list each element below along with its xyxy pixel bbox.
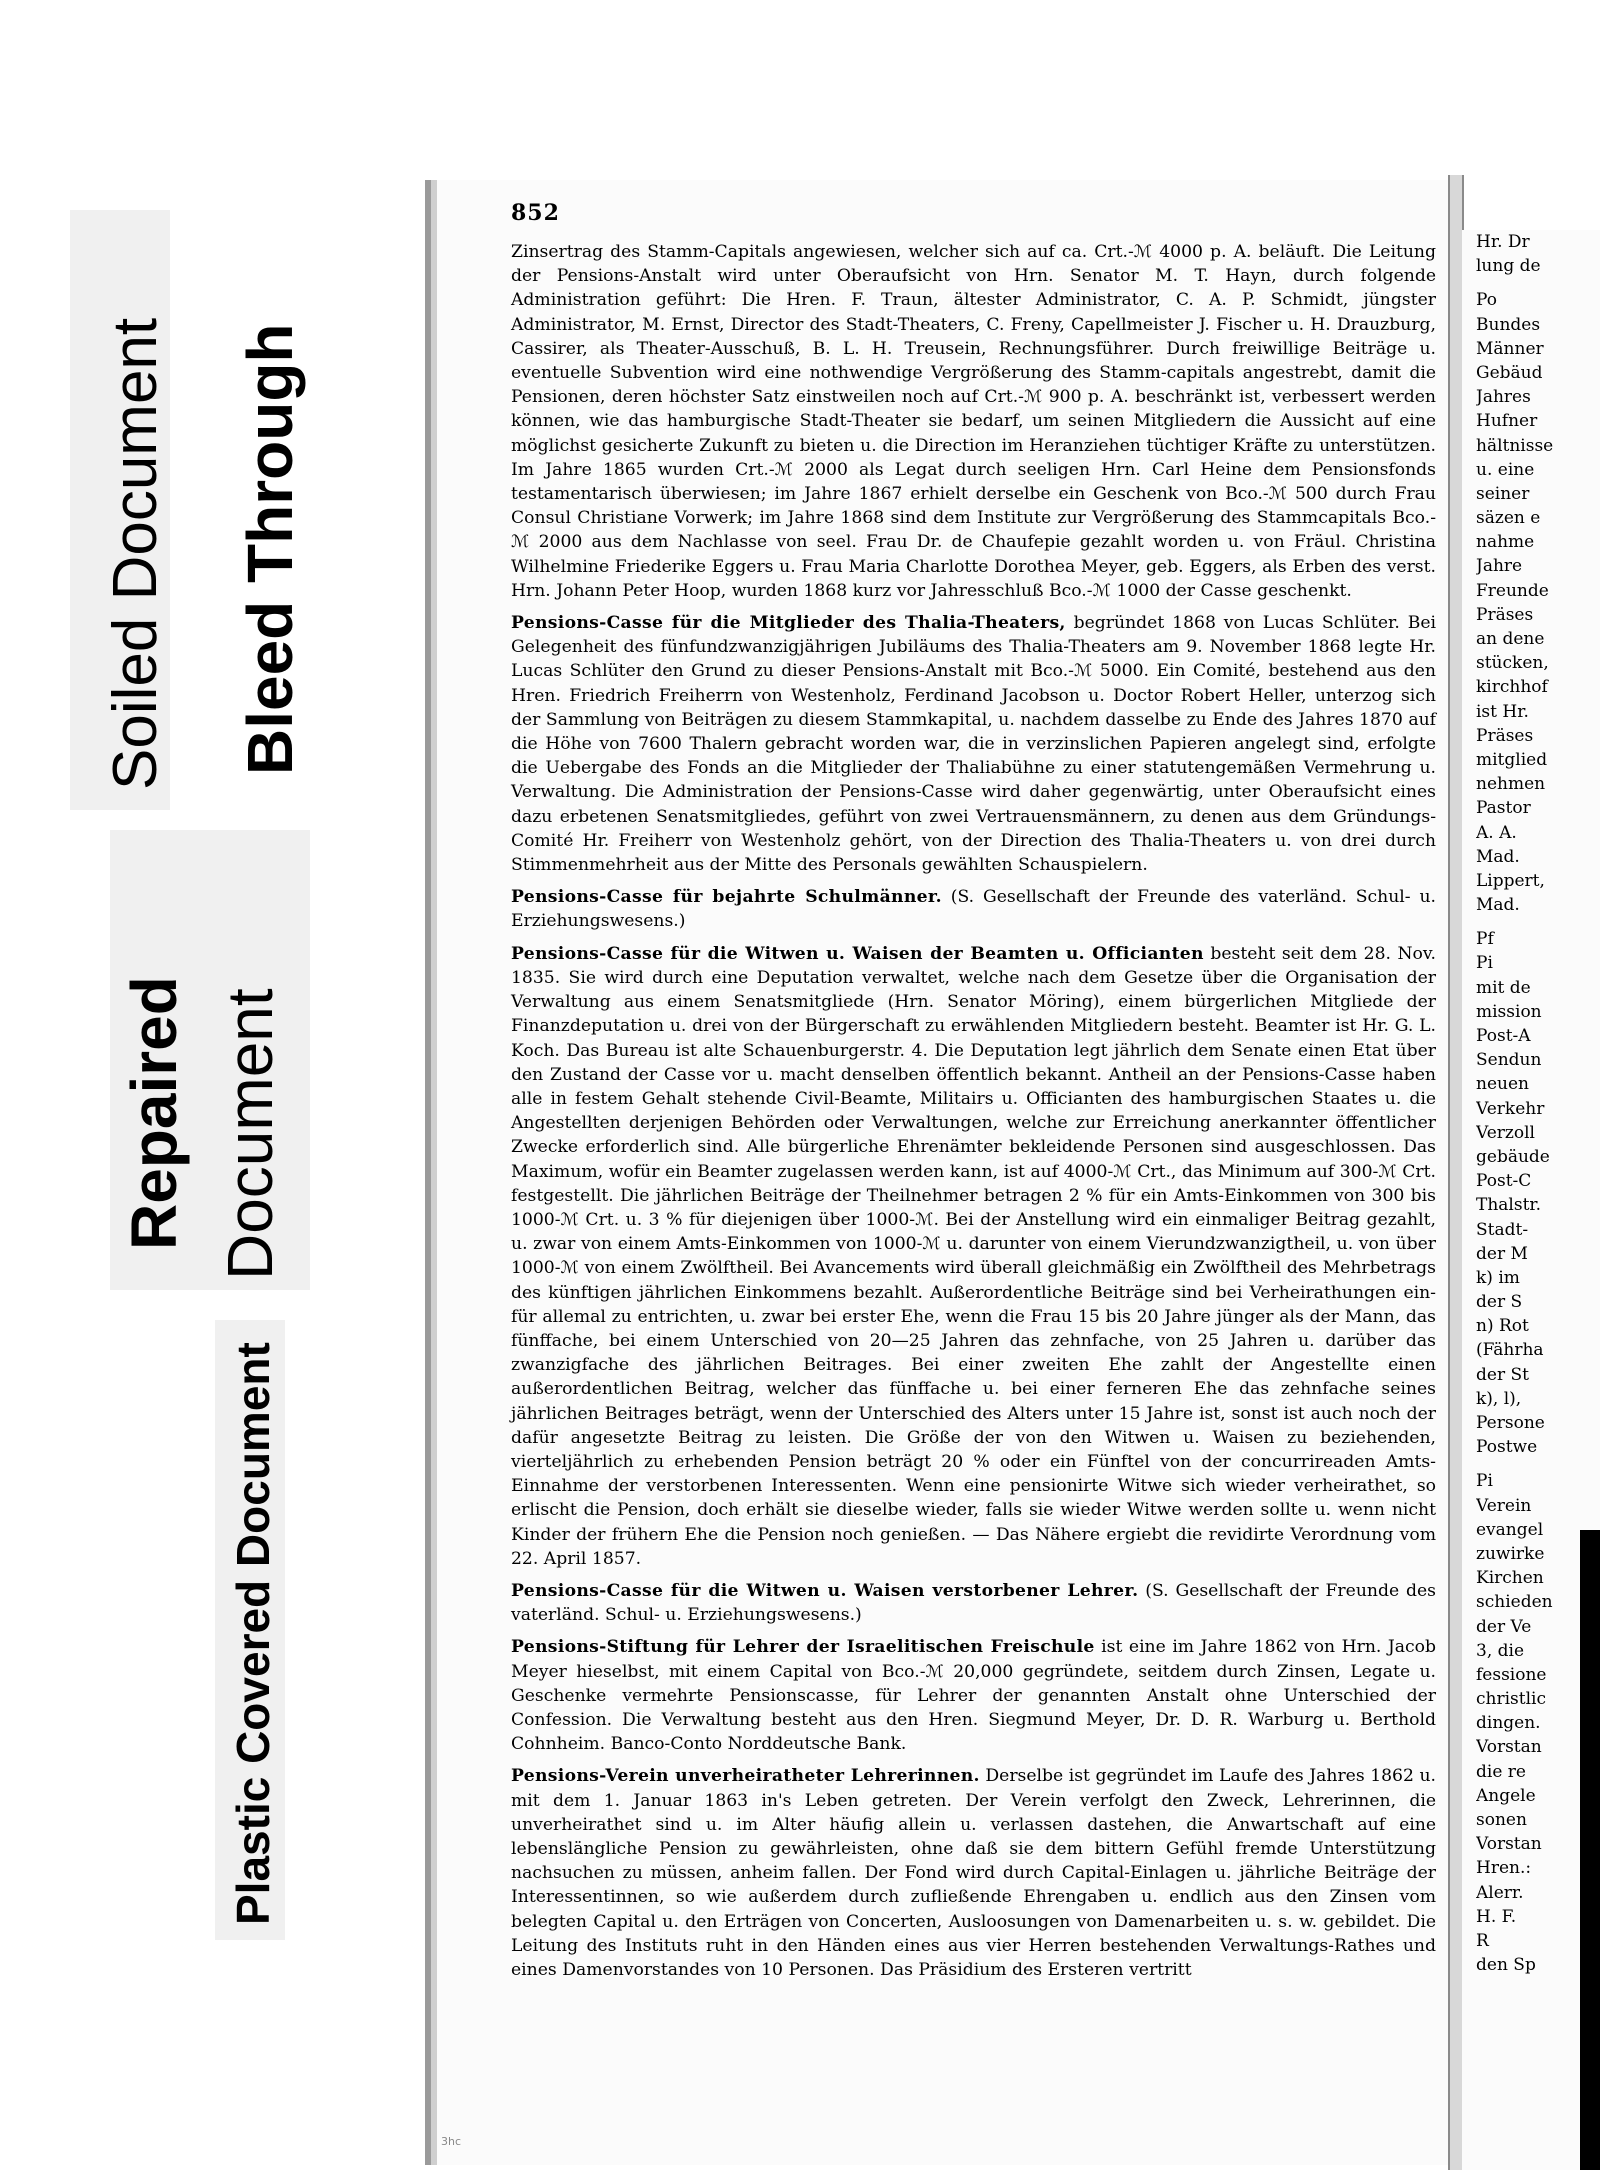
right-page-line: Pf xyxy=(1476,929,1494,950)
right-page-line: Pi xyxy=(1476,1471,1493,1492)
label-strip xyxy=(0,0,380,2177)
paragraph-heading: Pensions-Casse für die Witwen u. Waisen der Beamten u. Officianten xyxy=(511,943,1204,964)
repaired-label-line1: Repaired xyxy=(118,976,190,1250)
right-page-line: an dene xyxy=(1476,629,1545,649)
right-page-line: zuwirke xyxy=(1476,1543,1545,1564)
right-page-line: Verein xyxy=(1476,1495,1532,1516)
right-page-line: säzen e xyxy=(1476,508,1541,529)
right-page-line: k) im xyxy=(1476,1267,1520,1288)
right-page-line: Hufner xyxy=(1476,411,1538,432)
right-page-line: Männer xyxy=(1476,338,1544,359)
right-page-line: lung de xyxy=(1476,256,1541,277)
bleed-through-label: Bleed Through xyxy=(234,323,306,775)
right-page-line: Vorstan xyxy=(1476,1834,1542,1855)
right-page-line: ist Hr. xyxy=(1476,701,1529,722)
right-page-line: u. eine xyxy=(1476,459,1535,480)
right-page-line: (Fährha xyxy=(1476,1340,1544,1361)
right-page-line: Freunde xyxy=(1476,580,1549,601)
right-page-line: Gebäud xyxy=(1476,362,1543,383)
right-page-line: schieden xyxy=(1476,1592,1553,1613)
right-page-line: Präses xyxy=(1476,725,1534,746)
right-page-line xyxy=(1476,278,1600,288)
paragraph-heading: Pensions-Verein unverheiratheter Lehrerinnen. xyxy=(511,1766,980,1787)
right-page-line: Lippert, xyxy=(1476,870,1545,891)
right-page-line: der St xyxy=(1476,1364,1529,1385)
footer-mark: 3hc xyxy=(441,2135,462,2148)
right-page-line: Thalstr. xyxy=(1476,1195,1542,1216)
paragraph-text: (S. Gesellschaft der Freunde des vaterländ. Schul- u. Erziehungswesens.) xyxy=(511,1580,1436,1626)
right-page-line: Jahres xyxy=(1476,387,1531,408)
right-page-line: H. F. xyxy=(1476,1906,1517,1927)
plastic-covered-label: Plastic Covered Document xyxy=(227,1342,279,1925)
right-page-line: hältnisse xyxy=(1476,435,1554,456)
paragraph-text: (S. Gesellschaft der Freunde des vaterländ. Schul- u. Erziehungswesens.) xyxy=(511,887,1437,932)
right-page-line: evangel xyxy=(1476,1519,1544,1540)
right-page-line: mission xyxy=(1476,1001,1542,1022)
paragraph-text: besteht seit dem 28. Nov. 1835. Sie wird durch eine Deputation verwaltet, welche nach dem Gesetze über die Organisation der Verwaltung aus einem Senatsmitgliede (Hrn. Senator Möring), einem bürgerlichen Mitgliede der Finanzdeputation u. drei von der Bürgerschaft zu erwählenden Mitgliedern besteht. Beamter ist Hr. G. L. Koch. Das Bureau ist alte Schauenburgerstr. 4. Die Deputation legt jährlich dem Senate einen Etat über den Zustand der Casse vor u. macht denselben öffentlich bekannt. Antheil an der Pensions-Casse haben alle in festem Gehalt stehende Civil-Beamte, Militairs u. Officianten des hamburgischen Staates u. die Angestellten derjenigen Behörden oder Verwaltungen, welche zur Erreichung anerkannter öffentlicher Zwecke erforderlich sind. Alle bürgerliche Ehrenämter bekleidende Personen sind ausgeschlossen. Das Maximum, wofür ein Beamter zugelassen werden kann, ist auf 4000-ℳ Crt., das Minimum auf 300-ℳ Crt. festgestellt. Die jährlichen Beiträge der Theilnehmer betragen 2 % für ein Amts-Einkommen von 300 bis 1000-ℳ Crt. u. 3 % für diejenigen über 1000-ℳ. Bei der Anstellung wird ein einmaliger Beitrag gezahlt, u. zwar von einem Amts-Einkommen von 1000-ℳ u. darunter von einem Vierundzwanzigtheil, u. von über 1000-ℳ von einem Zwölftheil. Bei Avancements wird überall gleichmäßig ein Zwölftheil des Mehrbetrags des künftigen jährlichen Einkommens bezahlt. Außerordentliche Beiträge sind bei Verheirathungen ein- für allemal zu entrichten, u. zwar bei erster Ehe, wenn die Frau 15 bis 20 Jahre jünger als der Mann, das fünffache, bei einem Unterschied von 20—25 Jahren das zehnfache, von 25 Jahren u. darüber das zwanzigfache des jährlichen Beitrages. Bei einer zweiten Ehe zahlt der Angestellte einen außerordentlichen Beitrag, welcher das fünffache u. bei einer ferneren Ehe das zehnfache seines jährlichen Beitrages beträgt, wenn der Unterschied des Alters unter 15 Jahre ist, sonst ist auch noch der dafür angesetzte Beitrag zu leisten. Die Größe der von den Witwen u. Waisen zu beziehenden, vierteljährlich zu erhebenden Pension beträgt 20 % oder ein Fünftel von der concurrireaden Amts-Einnahme der verstorbenen Interessenten. Wenn eine pensionirte Witwe sich wieder verheirathet, so erlischt die Pension, doch erhält sie dieselbe wieder, falls sie wieder Witwe werden sollte u. wenn nicht Kinder der frühern Ehe die Pension noch genießen. — Das Nähere ergiebt die revidirte Verordnung vom 22. April 1857. xyxy=(511,943,1436,1569)
right-page-line: 3, die xyxy=(1476,1640,1525,1661)
right-page-line: stücken, xyxy=(1476,653,1549,674)
paragraph-heading: Pensions-Stiftung für Lehrer der Israelitischen Freischule xyxy=(511,1637,1095,1658)
soiled-document-label: Soiled Document xyxy=(101,317,170,790)
right-page-line: Bundes xyxy=(1476,314,1541,335)
right-page-line: christlic xyxy=(1476,1689,1546,1710)
right-page-line: den Sp xyxy=(1476,1955,1536,1976)
paragraph-schulmaenner-pension xyxy=(511,885,1436,933)
paragraph-text: begründet 1868 von Lucas Schlüter. Bei Gelegenheit des fünfundzwanzigjährigen Jubiläums des Thalia-Theaters am 9. November 1868 legte Hr. Lucas Schlüter den Grund zu dieser Pensions-Anstalt mit Bco.-ℳ 5000. Ein Comité, bestehend aus den Hren. Friedrich Freiherrn von Westenholz, Ferdinand Jacobson u. Doctor Robert Heller, unterzog sich der Sammlung von Beiträgen zu diesem Stammkapital, u. nachdem dasselbe zu Ende des Jahres 1870 auf die Höhe von 7600 Thalern gebracht worden war, die in verzinslichen Papieren angelegt sind, erfolgte die Uebergabe des Fonds an die Mitglieder der Thaliabühne zu einer statutengemäßen Vermehrung u. Verwaltung. Die Administration der Pensions-Casse wird daher gegenwärtig, unter Oberaufsicht eines dazu erbetenen Senatsmitgliedes, geführt von zwei Vertrauensmännern, zu denen aus dem Gründungs-Comité Hr. Freiherr von Westenholz gehört, von der Direction des Thalia-Theaters u. von drei durch Stimmenmehrheit aus der Mitte des Personals gewählten Schauspielern. xyxy=(511,613,1436,876)
right-page-line: Post-A xyxy=(1476,1026,1531,1046)
right-page-line: Pastor xyxy=(1476,798,1531,819)
right-page-line: der M xyxy=(1476,1243,1528,1264)
repaired-label-line2: Document xyxy=(214,988,286,1280)
paragraph-text: ist eine im Jahre 1862 von Hrn. Jacob Meyer hieselbst, mit einem Capital von Bco.-ℳ 20,000 gegründete, seitdem durch Zinsen, Legate u. Geschenke vermehrte Pensionscasse, für Lehrer der genannten Anstalt ohne Unterschied der Confession. Die Verwaltung besteht aus den Hren. Siegmund Meyer, Dr. D. R. Warburg u. Berthold Cohnheim. Banco-Conto Norddeutsche Bank. xyxy=(511,1637,1436,1755)
right-page-line: Mad. xyxy=(1476,846,1520,867)
right-page-line: Angele xyxy=(1476,1785,1536,1806)
right-page-line: Pi xyxy=(1476,953,1493,974)
right-page-line: mitglied xyxy=(1476,749,1548,770)
paragraph-heading: Pensions-Casse für die Mitglieder des Thalia-Theaters, xyxy=(511,613,1066,634)
right-page-line: die re xyxy=(1476,1761,1526,1782)
page-number: 852 xyxy=(511,200,560,226)
right-page-line: Persone xyxy=(1476,1413,1545,1433)
right-page-line: Präses xyxy=(1476,604,1534,625)
right-page-line: Post-C xyxy=(1476,1171,1532,1192)
scanned-spread xyxy=(385,170,1600,2170)
right-page-line: Mad. xyxy=(1476,895,1520,916)
paragraph-israelitische-freischule xyxy=(511,1635,1436,1756)
right-page-line: der Ve xyxy=(1476,1616,1532,1637)
paragraph-text: Derselbe ist gegründet im Laufe des Jahres 1862 u. mit dem 1. Januar 1863 in's Leben getreten. Der Verein verfolgt den Zweck, Lehrerinnen, die unverheirathet sind u. im Alter häufig allein u. verlassen dastehen, die Anwartschaft auf eine lebenslängliche Pension zu gewährleisten, ohne daß sie dem bittern Gefühl fremde Unterstützung nachsuchen zu müssen, anheim fallen. Der Fond wird durch Capital-Einlagen u. jährliche Beiträge der Interessentinnen, so wie außerdem durch zufließende Ehrengaben u. endlich aus den Zinsen vom belegten Capital u. den Erträgen von Concerten, Ausloosungen von Damenarbeiten u. s. w. gebildet. Die Leitung des Instituts ruht in den Händen eines aus vier Herren bestehenden Verwaltungs-Rathes und eines Damenvorstandes von 10 Personen. Das Präsidium des Ersteren vertritt xyxy=(511,1766,1436,1981)
paragraph-thalia-pension xyxy=(511,611,1436,877)
right-page-line: A. A. xyxy=(1476,822,1517,843)
right-page-line: nahme xyxy=(1476,532,1535,553)
paragraph-stadttheater-pension xyxy=(511,240,1436,603)
right-page-line: nehmen xyxy=(1476,774,1546,795)
right-page-line: Hren.: xyxy=(1476,1858,1532,1879)
right-page-line: der S xyxy=(1476,1292,1523,1313)
right-page-line: neuen xyxy=(1476,1074,1529,1095)
right-page-line: Kirchen xyxy=(1476,1568,1544,1589)
right-page-line: fessione xyxy=(1476,1664,1547,1685)
paragraph-text: Zinsertrag des Stamm-Capitals angewiesen, welcher sich auf ca. Crt.-ℳ 4000 p. A. beläuft. Die Leitung der Pensions-Anstalt wird unter Oberaufsicht von Hrn. Senator M. T. Hayn, durch folgende Administration geführt: Die Hren. F. Traun, ältester Administrator, C. A. P. Schmidt, jüngster Administrator, M. Ernst, Director des Stadt-Theaters, C. Freny, Capellmeister J. Fischer u. H. Drauzburg, Cassirer, als Theater-Ausschuß, B. L. H. Treusein, Rechnungsführer. Durch freiwillige Beiträge u. eventuelle Subvention wird eine nothwendige Vergrößerung des Stamm-capitals angestrebt, damit die Pensionen, deren höchster Satz einstweilen noch auf Crt.-ℳ 900 p. A. beschränkt ist, verbessert werden können, wie das hamburgische Stadt-Theater sie bedarf, um seinen Mitgliedern die Aussicht auf eine möglichst gesicherte Zukunft zu bieten u. die Direction im Heranziehen tüchtiger Kräfte zu unterstützen. Im Jahre 1865 wurden Crt.-ℳ 2000 als Legat durch seeligen Hrn. Carl Heine dem Pensionsfonds testamentarisch überwiesen; im Jahre 1867 erhielt derselbe ein Geschenk von Bco.-ℳ 500 durch Frau Consul Christiane Vorwerk; im Jahre 1868 sind dem Institute zur Vergrößerung des Stammcapitals Bco.-ℳ 2000 aus dem Nachlasse von seel. Frau Dr. de Chaufepie gezahlt worden u. von Fräul. Christina Wilhelmine Friederike Eggers u. Frau Maria Charlotte Dorothea Meyer, geb. Eggers, als Erben des verst. Hrn. Johann Peter Hoop, wurden 1868 kurz vor Jahresschluß Bco.-ℳ 1000 der Casse geschenkt. xyxy=(511,242,1436,601)
right-page-line: n) Rot xyxy=(1476,1316,1529,1337)
right-page-line xyxy=(1476,917,1600,927)
right-page-line: gebäude xyxy=(1476,1146,1550,1167)
left-page xyxy=(425,180,1456,2165)
right-page-line: kirchhof xyxy=(1476,677,1548,698)
right-page-line: Hr. Dr xyxy=(1476,232,1530,252)
right-page-line: Postwe xyxy=(1476,1437,1538,1458)
paragraph-lehrerinnen-verein xyxy=(511,1764,1436,1982)
paragraph-lehrer-witwen-pension xyxy=(511,1579,1436,1627)
text-column xyxy=(511,240,1436,1990)
right-page-line: Verkehr xyxy=(1476,1098,1545,1119)
right-page-line: Stadt- xyxy=(1476,1219,1529,1240)
right-page-line: mit de xyxy=(1476,977,1531,998)
right-page-line xyxy=(1476,1459,1600,1469)
paragraph-heading: Pensions-Casse für die Witwen u. Waisen verstorbener Lehrer. xyxy=(511,1580,1139,1601)
right-page-line: Vorstan xyxy=(1476,1737,1542,1758)
right-page-line: Alerr. xyxy=(1476,1882,1524,1903)
right-page-line: dingen. xyxy=(1476,1713,1541,1734)
right-page-line: R xyxy=(1476,1930,1489,1951)
right-page-line: Po xyxy=(1476,290,1497,311)
paragraph-heading: Pensions-Casse für bejahrte Schulmänner. xyxy=(511,887,942,908)
right-page-line: Verzoll xyxy=(1476,1122,1535,1143)
right-page-line: Sendun xyxy=(1476,1050,1542,1071)
paragraph-beamten-witwen-pension xyxy=(511,942,1436,1571)
right-page-line: Jahre xyxy=(1476,556,1523,577)
right-page-line: k), l), xyxy=(1476,1388,1522,1409)
right-page-line: seiner xyxy=(1476,483,1530,504)
right-page-line: sonen xyxy=(1476,1810,1527,1830)
scan-edge xyxy=(1580,1530,1600,2170)
